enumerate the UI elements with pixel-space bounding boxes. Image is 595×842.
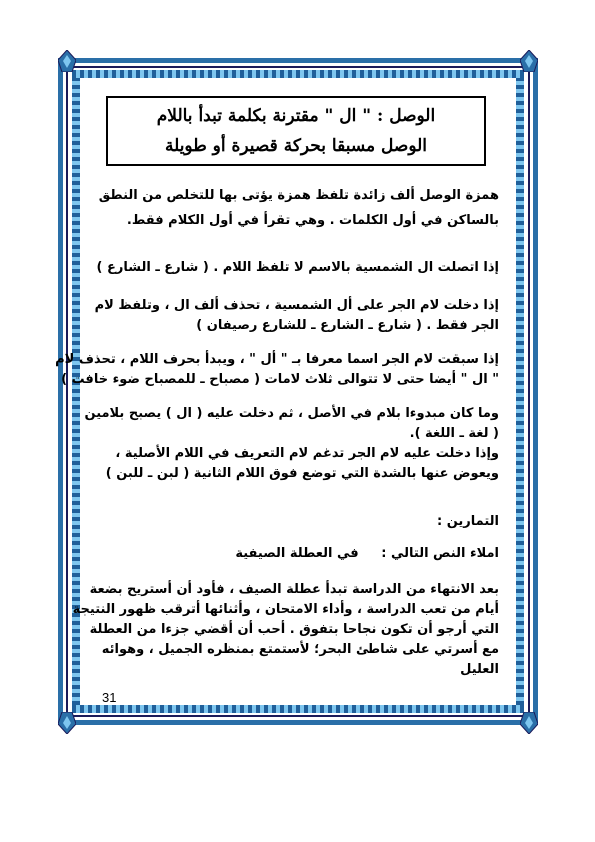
rule-1-line: إذا اتصلت ال الشمسية بالاسم لا تلفظ اللام . ( شارع ـ الشارع ) (96, 260, 499, 275)
rule-4-line-4: ويعوض عنها بالشدة التي توضع فوق اللام الثانية ( لبن ـ للبن ) (105, 466, 499, 481)
dictation-title: في العطلة الصيفية (235, 546, 359, 561)
rule-4-line-3: وإذا دخلت عليه لام الجر تدغم لام التعريف في اللام الأصلية ، (115, 446, 499, 461)
corner-ornament-top-right-icon (520, 50, 538, 72)
rule-2-line-1: إذا دخلت لام الجر على أل الشمسية ، تحذف ألف ال ، وتلفظ لام (94, 298, 499, 313)
dictation-label: املاء النص التالي : (381, 546, 499, 561)
definition-line-2: بالساكن في أول الكلمات . وهي تقرأ في أول الكلام فقط. (126, 213, 499, 228)
dictation-line-4: مع أسرتي على شاطئ البحر؛ لأستمتع بمنظره الجميل ، وهوائه (101, 642, 499, 657)
corner-ornament-bottom-right-icon (520, 712, 538, 734)
dictation-line-2: أيام من تعب الدراسة ، وأداء الامتحان ، وأثنائها أترقب ظهور النتيجة (72, 602, 499, 617)
corner-ornament-bottom-left-icon (58, 712, 76, 734)
rule-4-line-1: وما كان مبدوءا بلام في الأصل ، ثم دخلت عليه ( ال ) يصبح بلامين (84, 406, 499, 421)
dictation-line-1: بعد الانتهاء من الدراسة تبدأ عطلة الصيف ، فأود أن أستريح بضعة (89, 582, 499, 597)
dictation-line-3: التي أرجو أن تكون نجاحا بتفوق . أحب أن أقضي جزءا من العطلة (89, 622, 499, 637)
corner-ornament-top-left-icon (58, 50, 76, 72)
rule-3-line-2: " ال " أيضا حتى لا تتوالى ثلاث لامات ( مصباح ـ للمصباح ضوء خافت ) (61, 372, 499, 387)
lesson-title-line-2: الوصل مسبقا بحركة قصيرة أو طويلة (164, 136, 428, 156)
definition-line-1: همزة الوصل ألف زائدة تلفظ همزة يؤتى بها للتخلص من النطق (98, 188, 499, 203)
page-number: 31 (102, 690, 117, 705)
rule-3-line-1: إذا سبقت لام الجر اسما معرفا بـ " أل " ، ويبدأ بحرف اللام ، تحذف لام (55, 352, 499, 367)
rule-4-line-2: ( لغة ـ اللغة ). (409, 426, 499, 441)
exercises-heading: التمارين : (436, 514, 499, 529)
dictation-heading (96, 544, 499, 564)
rule-2-line-2: الجر فقط . ( شارع ـ الشارع ـ للشارع رصيفان ) (196, 318, 499, 333)
lesson-title-line-1: الوصل : " ال " مقترنة بكلمة تبدأ باللام (156, 106, 436, 126)
dictation-line-5: العليل (460, 662, 499, 677)
lesson-title-box (106, 96, 486, 166)
